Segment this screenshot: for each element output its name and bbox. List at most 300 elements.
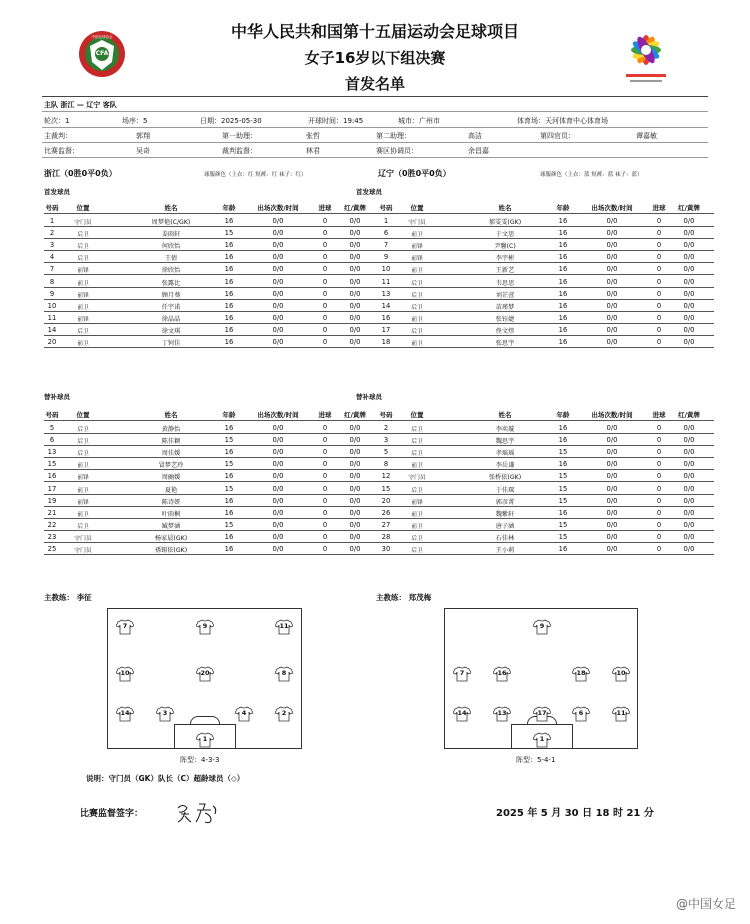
cell-cards: 0/0 bbox=[683, 241, 695, 250]
cell-age: 16 bbox=[224, 545, 234, 553]
cell-no: 27 bbox=[381, 520, 391, 529]
page-title: 中华人民共和国第十五届运动会足球项目 bbox=[230, 22, 519, 41]
cell-pos: 后卫 bbox=[411, 280, 423, 287]
cell-no: 30 bbox=[381, 545, 391, 553]
cell-apps: 0/0 bbox=[606, 325, 618, 334]
cell-pos: 守门员 bbox=[74, 548, 92, 554]
cell-cards: 0/0 bbox=[349, 545, 361, 553]
away-coach: 主教练： 郑茂梅 bbox=[376, 593, 432, 602]
ar1-label: 第一助理： bbox=[222, 132, 257, 140]
cell-cards: 0/0 bbox=[683, 265, 695, 274]
cell-no: 17 bbox=[47, 484, 57, 493]
fourth-official: 谭嘉敏 bbox=[636, 132, 657, 140]
referee-label: 主裁判： bbox=[44, 132, 72, 140]
column-header-no: 号码 bbox=[45, 204, 59, 212]
cell-apps: 0/0 bbox=[606, 217, 618, 225]
row-rule bbox=[378, 347, 714, 348]
cell-pos: 后卫 bbox=[77, 439, 89, 446]
cell-name: 张思宇 bbox=[495, 340, 515, 347]
player-shirt-icon bbox=[275, 619, 293, 635]
home-kit-line: 球服颜色（上衣：红 短裤：红 袜子：红） bbox=[204, 172, 307, 178]
cell-apps: 0/0 bbox=[272, 265, 284, 274]
cell-pos: 后卫 bbox=[77, 523, 89, 530]
cell-pos: 前卫 bbox=[411, 316, 423, 323]
cell-no: 3 bbox=[383, 436, 389, 445]
cell-cards: 0/0 bbox=[349, 229, 361, 238]
cell-cards: 0/0 bbox=[683, 508, 695, 517]
table-rule bbox=[378, 420, 714, 421]
cell-pos: 前卫 bbox=[411, 463, 423, 470]
cell-apps: 0/0 bbox=[272, 545, 284, 553]
cell-no: 12 bbox=[381, 472, 391, 481]
cell-age: 15 bbox=[558, 520, 568, 529]
cell-apps: 0/0 bbox=[606, 424, 618, 432]
cell-pos: 前卫 bbox=[411, 268, 423, 275]
away-formation: 阵型：5-4-1 bbox=[516, 756, 556, 764]
column-header-name: 姓名 bbox=[164, 411, 178, 419]
page-heading: 首发名单 bbox=[344, 75, 405, 93]
cfa-logo-ring-text: 中国足球协会 bbox=[91, 35, 113, 39]
cell-pos: 前锋 bbox=[77, 268, 89, 275]
cell-no: 26 bbox=[381, 508, 391, 517]
cell-goals: 0 bbox=[656, 229, 662, 238]
cell-no: 6 bbox=[49, 436, 55, 445]
cell-pos: 后卫 bbox=[411, 304, 423, 311]
cell-cards: 0/0 bbox=[683, 301, 695, 310]
cell-name: 郭彦菁 bbox=[495, 498, 515, 506]
table-rule bbox=[44, 420, 380, 421]
player-shirt-icon bbox=[612, 706, 630, 722]
cell-goals: 0 bbox=[656, 265, 662, 274]
coordinator: 余昌嘉 bbox=[468, 147, 489, 155]
cell-pos: 前锋 bbox=[77, 475, 89, 482]
cell-apps: 0/0 bbox=[272, 520, 284, 529]
cell-apps: 0/0 bbox=[272, 277, 284, 286]
cell-name: 张露比 bbox=[161, 279, 181, 287]
cell-age: 15 bbox=[558, 448, 568, 457]
cell-no: 13 bbox=[47, 448, 57, 457]
cell-apps: 0/0 bbox=[606, 484, 618, 493]
cell-apps: 0/0 bbox=[272, 532, 284, 541]
cell-cards: 0/0 bbox=[683, 448, 695, 457]
cell-apps: 0/0 bbox=[606, 460, 618, 469]
cell-age: 16 bbox=[558, 217, 568, 225]
cell-name: 石佳林 bbox=[495, 534, 515, 542]
cell-apps: 0/0 bbox=[606, 472, 618, 481]
column-header-pos: 位置 bbox=[76, 411, 90, 419]
cell-cards: 0/0 bbox=[349, 436, 361, 445]
cell-apps: 0/0 bbox=[272, 289, 284, 298]
column-header-pos: 位置 bbox=[410, 411, 424, 419]
cell-goals: 0 bbox=[322, 325, 328, 334]
cell-age: 15 bbox=[224, 460, 234, 469]
shirt-number: 16 bbox=[497, 669, 507, 677]
cell-no: 25 bbox=[47, 545, 57, 553]
cell-age: 15 bbox=[558, 484, 568, 493]
column-header-goals: 进球 bbox=[652, 204, 666, 212]
cell-no: 5 bbox=[383, 448, 389, 457]
cell-goals: 0 bbox=[322, 496, 328, 505]
cell-pos: 前卫 bbox=[77, 463, 89, 470]
cell-goals: 0 bbox=[322, 508, 328, 517]
cell-name: 李岳谦 bbox=[495, 462, 515, 470]
shirt-number: 11 bbox=[279, 622, 289, 630]
cell-name: 陈佳颖 bbox=[161, 438, 181, 446]
shirt-number: 9 bbox=[539, 622, 545, 630]
cell-cards: 0/0 bbox=[349, 424, 361, 432]
cell-age: 16 bbox=[558, 313, 568, 322]
away-starters-label: 首发球员 bbox=[356, 188, 382, 196]
cell-goals: 0 bbox=[322, 338, 328, 346]
cell-goals: 0 bbox=[656, 532, 662, 541]
cell-age: 16 bbox=[224, 265, 234, 274]
cell-goals: 0 bbox=[656, 484, 662, 493]
cell-goals: 0 bbox=[322, 532, 328, 541]
cell-name: 孝瑶瑶 bbox=[495, 450, 515, 458]
cell-apps: 0/0 bbox=[606, 289, 618, 298]
cell-name: 唐子涵 bbox=[495, 522, 515, 530]
cell-apps: 0/0 bbox=[606, 241, 618, 250]
column-header-age: 年龄 bbox=[222, 204, 236, 212]
cell-no: 17 bbox=[381, 325, 391, 334]
cell-cards: 0/0 bbox=[683, 520, 695, 529]
cell-name: 魏紫轩 bbox=[495, 510, 515, 518]
cell-pos: 后卫 bbox=[77, 244, 89, 251]
player-shirt-icon bbox=[612, 666, 630, 682]
cell-goals: 0 bbox=[656, 496, 662, 505]
column-header-no: 号码 bbox=[45, 411, 59, 419]
cell-goals: 0 bbox=[656, 301, 662, 310]
cell-goals: 0 bbox=[322, 289, 328, 298]
column-header-pos: 位置 bbox=[76, 204, 90, 212]
cell-cards: 0/0 bbox=[349, 253, 361, 262]
cell-pos: 前卫 bbox=[411, 341, 423, 347]
cell-age: 16 bbox=[224, 496, 234, 505]
shirt-number: 1 bbox=[202, 735, 208, 743]
cell-no: 6 bbox=[383, 229, 389, 238]
cell-apps: 0/0 bbox=[272, 508, 284, 517]
sign-datetime: 2025 年 5 月 30 日 18 时 21 分 bbox=[496, 808, 654, 819]
home-formation: 阵型：4-3-3 bbox=[180, 756, 220, 764]
cell-apps: 0/0 bbox=[606, 496, 618, 505]
cell-age: 15 bbox=[558, 532, 568, 541]
cell-cards: 0/0 bbox=[683, 338, 695, 346]
cell-goals: 0 bbox=[656, 424, 662, 432]
cell-no: 19 bbox=[47, 496, 57, 505]
home-starters-label: 首发球员 bbox=[44, 188, 70, 196]
ar2: 高洁 bbox=[468, 132, 482, 140]
cell-cards: 0/0 bbox=[683, 496, 695, 505]
cell-age: 16 bbox=[558, 241, 568, 250]
shirt-number: 10 bbox=[616, 669, 626, 677]
player-shirt-icon bbox=[116, 706, 134, 722]
cell-goals: 0 bbox=[656, 520, 662, 529]
cell-no: 11 bbox=[47, 313, 57, 322]
column-header-apps: 出场次数/时间 bbox=[257, 204, 299, 212]
cell-goals: 0 bbox=[322, 217, 328, 225]
cell-age: 16 bbox=[224, 508, 234, 517]
cell-cards: 0/0 bbox=[349, 289, 361, 298]
player-shirt-icon bbox=[493, 706, 511, 722]
cell-pos: 后卫 bbox=[411, 292, 423, 299]
player-shirt-icon bbox=[196, 666, 214, 682]
cell-pos: 后卫 bbox=[411, 439, 423, 446]
cell-apps: 0/0 bbox=[272, 301, 284, 310]
kickoff-time: 开球时间：19:45 bbox=[308, 117, 364, 125]
cell-apps: 0/0 bbox=[272, 424, 284, 432]
column-header-pos: 位置 bbox=[410, 204, 424, 212]
cell-cards: 0/0 bbox=[349, 313, 361, 322]
cell-cards: 0/0 bbox=[683, 532, 695, 541]
cell-apps: 0/0 bbox=[272, 496, 284, 505]
shirt-number: 11 bbox=[616, 709, 626, 717]
cell-no: 21 bbox=[47, 508, 57, 517]
cell-pos: 前锋 bbox=[411, 244, 423, 251]
cfa-logo-text: CFA bbox=[95, 50, 109, 57]
shirt-number: 13 bbox=[497, 709, 507, 717]
cell-name: 臧梦涵 bbox=[161, 522, 181, 530]
cell-goals: 0 bbox=[656, 460, 662, 469]
column-header-goals: 进球 bbox=[318, 204, 332, 212]
cell-cards: 0/0 bbox=[349, 277, 361, 286]
cell-pos: 前卫 bbox=[411, 511, 423, 518]
cell-goals: 0 bbox=[322, 460, 328, 469]
cell-no: 2 bbox=[49, 229, 55, 238]
cell-name: 佟文炜 bbox=[495, 327, 515, 335]
cell-apps: 0/0 bbox=[272, 338, 284, 346]
shirt-number: 20 bbox=[200, 669, 210, 677]
cell-name: 周梦艳(C/GK) bbox=[151, 219, 191, 226]
cell-age: 16 bbox=[224, 253, 234, 262]
table-rule bbox=[44, 213, 380, 214]
cell-age: 16 bbox=[224, 448, 234, 457]
cell-pos: 守门员 bbox=[74, 220, 92, 226]
cell-age: 15 bbox=[224, 229, 234, 238]
cell-name: 姜雨轩 bbox=[161, 231, 181, 239]
cell-name: 王新艺 bbox=[495, 267, 515, 275]
cell-age: 15 bbox=[224, 520, 234, 529]
cell-cards: 0/0 bbox=[683, 217, 695, 225]
cell-no: 11 bbox=[381, 277, 391, 286]
cell-pos: 前锋 bbox=[77, 292, 89, 299]
column-header-age: 年龄 bbox=[556, 204, 570, 212]
cell-goals: 0 bbox=[656, 241, 662, 250]
cell-goals: 0 bbox=[656, 448, 662, 457]
column-header-cards: 红/黄牌 bbox=[344, 204, 366, 212]
ar1: 张哲 bbox=[306, 132, 320, 140]
cell-apps: 0/0 bbox=[272, 253, 284, 262]
cell-apps: 0/0 bbox=[606, 301, 618, 310]
cell-name: 李宇彬 bbox=[495, 255, 515, 263]
cell-no: 8 bbox=[383, 460, 389, 469]
cell-goals: 0 bbox=[656, 545, 662, 553]
cell-name: 于文思 bbox=[495, 231, 515, 239]
cell-cards: 0/0 bbox=[349, 484, 361, 493]
cell-age: 16 bbox=[558, 460, 568, 469]
player-shirt-icon bbox=[533, 732, 551, 748]
column-header-apps: 出场次数/时间 bbox=[591, 204, 633, 212]
row-rule bbox=[44, 347, 380, 348]
cell-goals: 0 bbox=[322, 313, 328, 322]
column-header-age: 年龄 bbox=[556, 411, 570, 419]
cell-cards: 0/0 bbox=[683, 424, 695, 432]
cell-goals: 0 bbox=[656, 253, 662, 262]
cell-apps: 0/0 bbox=[606, 508, 618, 517]
cell-name: 杨家晨(GK) bbox=[154, 534, 188, 542]
cell-pos: 前卫 bbox=[77, 487, 89, 494]
cell-name: 魏思宇 bbox=[495, 438, 515, 446]
cell-pos: 前卫 bbox=[77, 304, 89, 311]
cell-pos: 守门员 bbox=[408, 475, 426, 482]
cell-no: 13 bbox=[381, 289, 391, 298]
home-subs-label: 替补球员 bbox=[44, 393, 70, 401]
cell-goals: 0 bbox=[322, 520, 328, 529]
cell-pos: 前锋 bbox=[411, 499, 423, 506]
cell-goals: 0 bbox=[656, 436, 662, 445]
cell-goals: 0 bbox=[656, 289, 662, 298]
cell-pos: 守门员 bbox=[408, 220, 426, 226]
cell-pos: 前卫 bbox=[77, 511, 89, 518]
cell-cards: 0/0 bbox=[683, 484, 695, 493]
cell-age: 16 bbox=[558, 253, 568, 262]
cell-pos: 前卫 bbox=[411, 232, 423, 239]
cell-age: 15 bbox=[224, 436, 234, 445]
cell-cards: 0/0 bbox=[349, 532, 361, 541]
supervisor-label: 比赛监督： bbox=[44, 147, 79, 155]
cell-pos: 前锋 bbox=[77, 499, 89, 506]
coordinator-label: 赛区协调员： bbox=[376, 147, 418, 155]
cell-apps: 0/0 bbox=[606, 338, 618, 346]
divider bbox=[42, 142, 708, 143]
cell-no: 8 bbox=[49, 277, 55, 286]
shirt-number: 17 bbox=[537, 709, 547, 717]
cell-cards: 0/0 bbox=[349, 325, 361, 334]
cell-age: 16 bbox=[224, 532, 234, 541]
cell-no: 3 bbox=[49, 241, 55, 250]
cell-no: 4 bbox=[49, 253, 55, 262]
away-formation-pitch bbox=[444, 608, 638, 749]
cell-no: 23 bbox=[47, 532, 57, 541]
cell-pos: 后卫 bbox=[411, 535, 423, 542]
cell-name: 孫锡依(GK) bbox=[154, 547, 188, 554]
city: 城市：广州市 bbox=[398, 117, 440, 125]
cell-cards: 0/0 bbox=[349, 301, 361, 310]
cell-apps: 0/0 bbox=[272, 484, 284, 493]
cell-apps: 0/0 bbox=[272, 448, 284, 457]
player-shirt-icon bbox=[275, 666, 293, 682]
cell-pos: 后卫 bbox=[411, 451, 423, 458]
cell-age: 16 bbox=[558, 508, 568, 517]
cell-no: 9 bbox=[383, 253, 389, 262]
cell-pos: 后卫 bbox=[77, 232, 89, 239]
player-shirt-icon bbox=[453, 666, 471, 682]
away-kit-line: 球服颜色（上衣：蓝 短裤：蓝 袜子：蓝） bbox=[540, 172, 643, 178]
cell-age: 16 bbox=[558, 545, 568, 553]
column-header-goals: 进球 bbox=[652, 411, 666, 419]
cell-name: 郁雯雯(GK) bbox=[488, 219, 522, 226]
cell-no: 10 bbox=[381, 265, 391, 274]
home-away-line: 主队 浙江 — 辽宁 客队 bbox=[44, 101, 117, 109]
away-subs-label: 替补球员 bbox=[356, 393, 382, 401]
cell-age: 16 bbox=[224, 424, 234, 432]
cell-name: 黄静怡 bbox=[161, 426, 181, 433]
cell-name: 周幽媛 bbox=[161, 474, 181, 482]
cell-goals: 0 bbox=[322, 253, 328, 262]
cell-goals: 0 bbox=[322, 448, 328, 457]
home-coach: 主教练： 李征 bbox=[44, 593, 92, 602]
shirt-number: 7 bbox=[459, 669, 465, 677]
cell-name: 冒梦艺玲 bbox=[158, 462, 184, 470]
cell-apps: 0/0 bbox=[272, 229, 284, 238]
cell-cards: 0/0 bbox=[683, 460, 695, 469]
divider bbox=[42, 96, 708, 97]
cell-cards: 0/0 bbox=[349, 496, 361, 505]
column-header-name: 姓名 bbox=[498, 204, 512, 212]
cell-apps: 0/0 bbox=[272, 460, 284, 469]
column-header-cards: 红/黄牌 bbox=[678, 204, 700, 212]
shirt-number: 2 bbox=[281, 709, 287, 717]
assessor: 林君 bbox=[306, 147, 320, 155]
cell-no: 14 bbox=[381, 301, 391, 310]
cell-name: 尹馨(C) bbox=[494, 243, 516, 251]
cell-pos: 前锋 bbox=[77, 316, 89, 323]
column-header-age: 年龄 bbox=[222, 411, 236, 419]
divider bbox=[42, 111, 708, 112]
cell-goals: 0 bbox=[656, 277, 662, 286]
supervisor: 吴奇 bbox=[136, 147, 150, 155]
cell-age: 16 bbox=[224, 277, 234, 286]
shirt-number: 10 bbox=[120, 669, 130, 677]
cell-cards: 0/0 bbox=[349, 338, 361, 346]
column-header-cards: 红/黄牌 bbox=[344, 411, 366, 419]
player-shirt-icon bbox=[533, 619, 551, 635]
cell-apps: 0/0 bbox=[606, 545, 618, 553]
cell-goals: 0 bbox=[322, 545, 328, 553]
row-rule bbox=[44, 554, 380, 555]
player-shirt-icon bbox=[235, 706, 253, 722]
assessor-label: 裁判监督： bbox=[222, 147, 257, 155]
cell-cards: 0/0 bbox=[683, 277, 695, 286]
cell-apps: 0/0 bbox=[606, 520, 618, 529]
fourth-official-label: 第四官员： bbox=[540, 132, 575, 140]
cell-goals: 0 bbox=[322, 301, 328, 310]
cell-no: 22 bbox=[47, 520, 57, 529]
cell-cards: 0/0 bbox=[683, 472, 695, 481]
cell-pos: 后卫 bbox=[411, 487, 423, 494]
cell-pos: 前卫 bbox=[411, 523, 423, 530]
column-header-apps: 出场次数/时间 bbox=[591, 411, 633, 419]
cell-age: 16 bbox=[558, 301, 568, 310]
cell-name: 韦思思 bbox=[495, 279, 515, 287]
player-shirt-icon bbox=[156, 706, 174, 722]
cell-name: 叶雨桐 bbox=[161, 510, 181, 518]
divider bbox=[42, 127, 708, 128]
cell-cards: 0/0 bbox=[683, 545, 695, 553]
cell-cards: 0/0 bbox=[683, 229, 695, 238]
cell-name: 顾月葵 bbox=[161, 291, 181, 299]
cell-apps: 0/0 bbox=[272, 241, 284, 250]
table-rule bbox=[378, 213, 714, 214]
cell-no: 2 bbox=[383, 424, 389, 432]
cell-cards: 0/0 bbox=[349, 520, 361, 529]
cell-cards: 0/0 bbox=[349, 460, 361, 469]
cell-age: 16 bbox=[558, 325, 568, 334]
cell-pos: 前锋 bbox=[411, 256, 423, 263]
cell-no: 7 bbox=[49, 265, 55, 274]
cell-name: 王倩 bbox=[164, 255, 178, 263]
cell-cards: 0/0 bbox=[349, 241, 361, 250]
legend-note: 说明：守门员（GK）队长（C）超龄球员（◇） bbox=[86, 774, 245, 783]
